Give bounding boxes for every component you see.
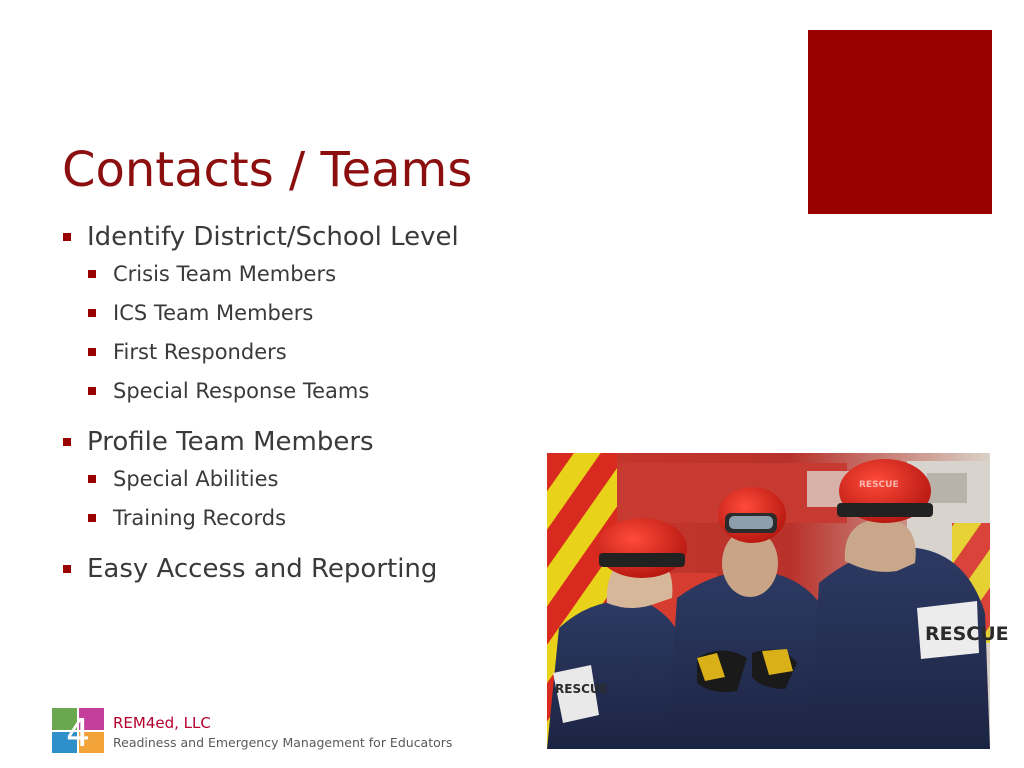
- sub-bullet-item: [87, 294, 532, 333]
- sub-bullet-list: [87, 255, 532, 411]
- slide-title: Contacts / Teams: [62, 142, 473, 198]
- sub-bullet-text: Special Response Teams: [113, 379, 370, 403]
- company-name: REM4ed, LLC: [113, 714, 211, 732]
- sub-bullet-list: [87, 460, 532, 538]
- square-bullet-icon: [88, 309, 96, 317]
- jacket-label-left: RESCUE: [555, 682, 608, 696]
- sub-bullet-text: Special Abilities: [113, 467, 279, 491]
- sub-bullet-text: Crisis Team Members: [113, 262, 337, 286]
- helmet-label: RESCUE: [859, 480, 899, 490]
- bullet-list-container: [62, 220, 532, 600]
- logo-numeral: 4: [66, 711, 91, 755]
- rescue-team-photo: [547, 453, 1009, 749]
- square-bullet-icon: [63, 233, 71, 241]
- sub-bullet-text: Training Records: [113, 506, 287, 530]
- sub-bullet-item: [87, 372, 532, 411]
- square-bullet-icon: [88, 514, 96, 522]
- square-bullet-icon: [88, 348, 96, 356]
- company-tagline: Readiness and Emergency Management for Educators: [113, 735, 453, 750]
- square-bullet-icon: [63, 438, 71, 446]
- square-bullet-icon: [63, 565, 71, 573]
- square-bullet-icon: [88, 270, 96, 278]
- rem4ed-logo-icon: [52, 708, 104, 753]
- bullet-text: Identify District/School Level: [87, 222, 459, 252]
- bullet-list: [62, 220, 532, 586]
- sub-bullet-item: [87, 255, 532, 294]
- footer: [52, 708, 522, 754]
- sub-bullet-item: [87, 499, 532, 538]
- bullet-text: Easy Access and Reporting: [87, 554, 438, 584]
- accent-block: [808, 30, 992, 214]
- sub-bullet-item: [87, 460, 532, 499]
- sub-bullet-text: ICS Team Members: [113, 301, 314, 325]
- bullet-item: [62, 220, 532, 411]
- jacket-label-right: RESCUE: [925, 623, 1009, 645]
- bullet-item: [62, 552, 532, 586]
- square-bullet-icon: [88, 475, 96, 483]
- sub-bullet-item: [87, 333, 532, 372]
- bullet-item: [62, 425, 532, 538]
- bullet-text: Profile Team Members: [87, 427, 374, 457]
- square-bullet-icon: [88, 387, 96, 395]
- sub-bullet-text: First Responders: [113, 340, 287, 364]
